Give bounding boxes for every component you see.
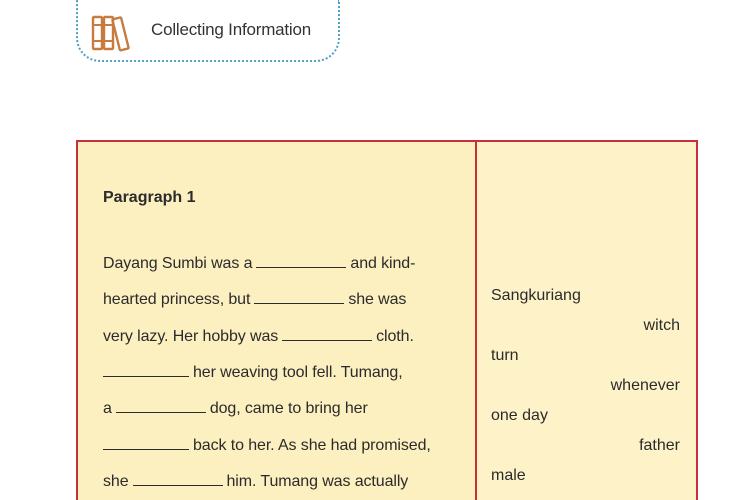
fill-in-blank[interactable] [116,411,206,413]
line-text: a [103,400,112,417]
word-bank-column [477,142,696,500]
word-bank-item: turn [491,347,519,364]
paragraph-line [103,291,406,309]
line-text: and kind- [350,255,416,272]
word-bank-item: witch [643,317,680,334]
word-bank-item: father [639,437,680,454]
fill-in-blank[interactable] [256,266,346,268]
paragraph-line [103,437,431,455]
fill-in-blank[interactable] [103,448,189,450]
line-text: Dayang Sumbi was a [103,255,253,272]
worksheet-table [76,140,698,500]
line-text: hearted princess, but [103,291,251,308]
fill-in-blank[interactable] [254,302,344,304]
word-bank-item: Sangkuriang [491,287,581,304]
line-text: cloth. [376,328,414,345]
line-text: very lazy. Her hobby was [103,328,279,345]
fill-in-blank[interactable] [133,484,223,486]
paragraph-line [103,400,368,418]
fill-in-blank[interactable] [103,375,189,377]
section-badge [76,0,340,62]
line-text: back to her. As she had promised, [193,437,431,454]
line-text: dog, came to bring her [209,400,368,417]
word-bank-item: male [491,467,526,484]
line-text: him. Tumang was actually [226,473,409,490]
paragraph-line [103,255,415,273]
line-text: her weaving tool fell. Tumang, [193,364,403,381]
line-text: she was [348,291,407,308]
paragraph-line [103,328,414,346]
word-bank-item: whenever [610,377,680,394]
line-text: she [103,473,129,490]
paragraph-line [103,473,408,491]
fill-in-blank[interactable] [282,339,372,341]
book-stack-icon [90,13,136,53]
paragraph-line [103,364,403,382]
word-bank-item: one day [491,407,548,424]
section-title: Collecting Information [151,20,312,39]
paragraph-column [78,142,475,500]
paragraph-heading: Paragraph 1 [103,189,196,206]
